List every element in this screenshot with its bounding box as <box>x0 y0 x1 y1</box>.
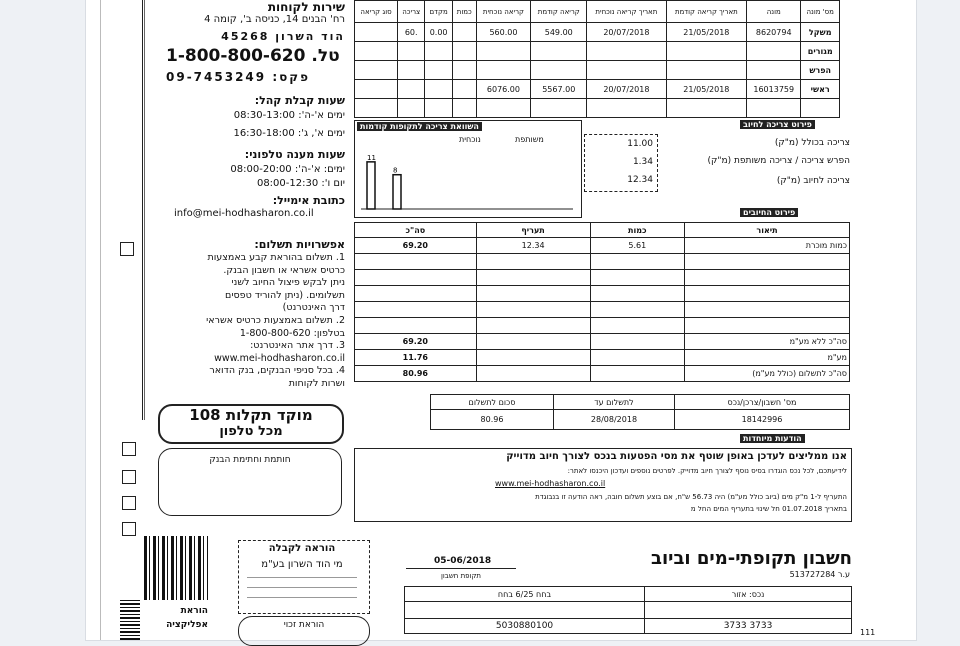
meters-cell: 60. <box>398 23 425 42</box>
charges-cell-total <box>355 302 477 318</box>
meters-cell <box>747 42 801 61</box>
charges-row <box>355 350 850 366</box>
payment-option-line: ניתן לבקש פיצול החיוב לשני <box>231 277 345 289</box>
meters-cell <box>355 80 398 99</box>
meters-header-cell: מקדם <box>425 1 453 23</box>
notice-website[interactable]: www.mei-hodhasharon.co.il <box>495 479 606 488</box>
charges-header-cell: תיאור <box>685 223 850 238</box>
meter-tag <box>801 99 840 118</box>
charges-cell-desc: סה"כ ללא מע"מ <box>685 334 850 350</box>
service-address: רח' הבנים 14, כניסה ב', קומה 4 <box>204 14 345 25</box>
consumption-value-1: 11.00 <box>627 139 653 149</box>
meters-cell: 20/07/2018 <box>587 80 666 99</box>
meters-row <box>355 61 840 80</box>
charges-header-cell: סה"כ <box>355 223 477 238</box>
meters-cell <box>747 99 801 118</box>
scanned-bill <box>100 0 910 640</box>
payment-option-line: דרך האינטרנט) <box>282 302 345 314</box>
charges-cell-rate <box>476 366 590 382</box>
consumption-section-label: פירוט צריכה לחיוב <box>740 120 815 129</box>
charges-cell-total: 80.96 <box>355 366 477 382</box>
special-messages-label: הודעות מיוחדות <box>740 434 805 443</box>
charges-cell-rate <box>476 286 590 302</box>
meters-cell <box>747 61 801 80</box>
charges-cell-qty <box>590 286 684 302</box>
meters-cell <box>355 42 398 61</box>
payment-option-line: כרטיס אשראי או חשבון הבנק. <box>223 264 345 276</box>
meters-cell <box>425 80 453 99</box>
consumption-chart-box <box>354 120 582 218</box>
meters-cell: 20/07/2018 <box>587 23 666 42</box>
meters-cell: 16013759 <box>747 80 801 99</box>
charges-cell-rate <box>476 334 590 350</box>
consumption-value-2: 1.34 <box>632 157 653 167</box>
meters-cell <box>452 23 476 42</box>
payment-heading: אפשרויות תשלום: <box>254 238 345 251</box>
notice-line-1: אנו ממליצים לעדכן באופן שוטף את מסי הפטעות בנכס לצורך חיוב מדוייק <box>506 451 847 462</box>
form-mark-box <box>120 242 134 256</box>
meters-cell <box>355 23 398 42</box>
chart-legend-title: השוואת צריכה לתקופות קודמות <box>357 122 482 131</box>
consumption-label-3: צריכה לחיוב (מ"ק) <box>776 176 850 186</box>
chart-legend-current: נוכחית <box>459 135 481 144</box>
charges-cell-qty <box>590 318 684 334</box>
summary-date-header: לתשלום עד <box>554 395 675 410</box>
meters-header-cell: מס' מונה <box>801 1 840 23</box>
charges-cell-total <box>355 254 477 270</box>
charges-cell-desc <box>685 286 850 302</box>
charges-cell-qty: 5.61 <box>590 238 684 254</box>
bottom-account-table <box>404 586 852 634</box>
instruction-label-1: הוראת <box>180 606 208 616</box>
charges-header-cell: תעריף <box>476 223 590 238</box>
charges-row <box>355 318 850 334</box>
charges-cell-desc <box>685 254 850 270</box>
reception-line-1: ימים א'-ה': 08:30-13:00 <box>233 110 345 121</box>
payment-option-line: תשלומים. (ניתן להוריד טפסים <box>225 289 345 301</box>
charges-row <box>355 334 850 350</box>
meters-cell <box>587 61 666 80</box>
meters-row <box>355 42 840 61</box>
charges-table <box>354 222 850 382</box>
summary-amount-header: סכום לתשלום <box>431 395 554 410</box>
checkbox-4[interactable] <box>122 522 136 536</box>
charges-cell-desc <box>685 270 850 286</box>
meters-cell: 549.00 <box>531 23 587 42</box>
bank-stamp-box <box>158 448 342 516</box>
meter-tag: הפרש <box>801 61 840 80</box>
phone-hours-2: יום ו': 08:00-12:30 <box>256 178 345 189</box>
charges-cell-desc <box>685 318 850 334</box>
charges-cell-total: 69.20 <box>355 334 477 350</box>
meters-cell <box>398 80 425 99</box>
meters-row <box>355 80 840 99</box>
meters-cell <box>666 61 747 80</box>
meters-cell: 5567.00 <box>531 80 587 99</box>
period-label: תקופת חשבון <box>440 572 482 580</box>
payment-option-line: 1. תשלום בהוראת קבע באמצעות <box>207 252 345 263</box>
charges-cell-qty <box>590 302 684 318</box>
meters-cell <box>425 42 453 61</box>
summary-amount: 80.96 <box>431 410 554 430</box>
fold-line-2 <box>144 0 145 420</box>
qr-code <box>144 536 208 600</box>
meters-cell <box>452 80 476 99</box>
notice-line-4: התעריף ל-1 מ"ק מים (ביוב כולל מע"מ) היה 56.73 ש"ח, אם בוצע תשלום חובה, ראה הודעה זו בנבוגדת <box>535 493 847 501</box>
meters-cell: 0.00 <box>425 23 453 42</box>
meters-header-cell: כמות <box>452 1 476 23</box>
chart-bar <box>393 175 401 209</box>
charges-row <box>355 366 850 382</box>
payment-option-line: 4. בכל סניפי הבנקים, בנק הדואר <box>209 365 345 377</box>
charges-cell-qty <box>590 334 684 350</box>
charges-row <box>355 254 850 270</box>
meters-header-cell: צריכה <box>398 1 425 23</box>
consumption-values <box>584 134 658 192</box>
charges-section-label: פירוט החיובים <box>740 208 798 217</box>
meters-cell <box>425 61 453 80</box>
meters-cell: 21/05/2018 <box>666 23 747 42</box>
meters-header-cell: תאריך קריאה קודמת <box>666 1 747 23</box>
consumption-chart <box>357 145 577 215</box>
charges-cell-total <box>355 286 477 302</box>
payment-option-line: www.mei-hodhasharon.co.il <box>214 352 345 364</box>
charges-cell-qty <box>590 350 684 366</box>
issue-date-underline <box>406 568 516 569</box>
meters-cell <box>398 42 425 61</box>
meters-cell <box>425 99 453 118</box>
summary-account-header: מס' חשבון/צרכן/נכס <box>674 395 849 410</box>
checkbox-1[interactable] <box>122 442 136 456</box>
notice-line-2: לידיעתכם, לכל נכס הוגדרו בסיס נוסף לצורך חיוב מדוייק. לפרטים נוספים ועדכון היכנסו לאתר: <box>567 467 847 475</box>
meters-row <box>355 99 840 118</box>
phone-hours-1: ימים: א'-ה': 08:00-20:00 <box>230 164 345 175</box>
charges-row <box>355 270 850 286</box>
meters-cell <box>398 99 425 118</box>
charges-cell-total <box>355 270 477 286</box>
consumption-value-3: 12.34 <box>627 175 653 185</box>
area-label: נכס: אזור <box>645 587 852 602</box>
instruction-label-2: אפליקציה <box>166 620 208 630</box>
phone-hours-heading: שעות מענה טלפוני: <box>244 148 345 161</box>
charges-cell-total: 69.20 <box>355 238 477 254</box>
payment-summary-table <box>430 394 850 430</box>
charges-row <box>355 302 850 318</box>
account-left: 5030880100 <box>405 619 645 634</box>
barcode <box>120 600 140 640</box>
chart-bar <box>367 162 375 209</box>
bill-subtitle: ע.ר 513727284 <box>789 570 850 579</box>
summary-date: 28/08/2018 <box>554 410 675 430</box>
meters-cell: 21/05/2018 <box>666 80 747 99</box>
meter-tag: מגורים <box>801 42 840 61</box>
meters-cell: 6076.00 <box>476 80 531 99</box>
charges-cell-desc: סה"כ לתשלום (כולל מע"מ) <box>685 366 850 382</box>
notice-box <box>354 448 852 522</box>
meters-table <box>354 0 840 118</box>
meters-cell <box>476 99 531 118</box>
charges-cell-rate <box>476 254 590 270</box>
meters-cell: 8620794 <box>747 23 801 42</box>
issue-date: 05-06/2018 <box>434 556 492 566</box>
reception-heading: שעות קבלת קהל: <box>254 94 345 107</box>
bank-stamp-label: חותמת וחתימת הבנק <box>209 455 291 465</box>
scan-edge <box>100 0 101 640</box>
consumption-label-2: הפרש צריכה / צריכה משותפת (מ"ק) <box>707 156 850 166</box>
billing-label: בחח 6/25 בחח <box>405 587 645 602</box>
page-number: 111 <box>860 628 876 637</box>
credit-instruction-label: הוראת זכוי <box>283 620 325 630</box>
checkbox-3[interactable] <box>122 496 136 510</box>
meters-cell <box>476 61 531 80</box>
service-phone: טל. 1-800-800-620 <box>166 46 340 66</box>
company-name: מי הוד השרון בע"מ <box>261 559 343 570</box>
charges-cell-rate: 12.34 <box>476 238 590 254</box>
meter-tag: משקל <box>801 23 840 42</box>
meters-header-cell: סוג קריאה <box>355 1 398 23</box>
meters-header-cell: קריאה קודמת <box>531 1 587 23</box>
consumption-label-1: צריכה בכולל (מ"ק) <box>774 138 850 148</box>
meters-cell <box>355 99 398 118</box>
meters-cell <box>452 42 476 61</box>
chart-legend-shared: משותפת <box>515 135 544 144</box>
charges-cell-rate <box>476 270 590 286</box>
charges-cell-desc <box>685 302 850 318</box>
meters-cell <box>452 61 476 80</box>
meters-header-cell: קריאה נוכחית <box>476 1 531 23</box>
meters-cell <box>531 99 587 118</box>
charges-header-cell: כמות <box>590 223 684 238</box>
notice-line-5: בתאריך 01.07.2018 חל שינוי בתעריף המים החל מ <box>690 505 847 513</box>
meters-cell: 560.00 <box>476 23 531 42</box>
email-address: info@mei-hodhasharon.co.il <box>174 208 314 219</box>
payment-stamp-label: הוראה לקבלה <box>268 543 336 554</box>
meters-cell <box>398 61 425 80</box>
payment-option-line: 3. דרך אתר האינטרנט: <box>250 340 345 352</box>
meters-cell <box>476 42 531 61</box>
hotline-sub: מכל טלפון <box>219 424 283 439</box>
meters-header-cell: מונה <box>747 1 801 23</box>
summary-account: 18142996 <box>674 410 849 430</box>
company-stamp <box>238 540 370 614</box>
fold-line <box>142 0 143 420</box>
charges-cell-total <box>355 318 477 334</box>
bill-title: חשבון תקופתי-מים וביוב <box>651 548 852 569</box>
charges-cell-rate <box>476 302 590 318</box>
meters-cell <box>666 99 747 118</box>
meters-cell <box>587 42 666 61</box>
reception-line-2: ימים א', ג': 16:30-18:00 <box>233 128 345 139</box>
meters-cell <box>355 61 398 80</box>
meters-cell <box>666 42 747 61</box>
meters-row <box>355 23 840 42</box>
charges-cell-rate <box>476 318 590 334</box>
account-right: 3733 3733 <box>645 619 852 634</box>
service-city: הוד השרון 45268 <box>221 30 345 43</box>
email-heading: כתובת אימייל: <box>272 194 345 207</box>
payment-option-line: ושרות לקוחות <box>288 377 345 389</box>
charges-cell-desc: מע"מ <box>685 350 850 366</box>
charges-cell-rate <box>476 350 590 366</box>
payment-option-line: בטלפון: 1-800-800-620 <box>239 327 345 339</box>
checkbox-2[interactable] <box>122 470 136 484</box>
credit-instruction-box <box>238 616 370 646</box>
hotline-number: מוקד תקלות 108 <box>189 406 313 424</box>
service-title: שירות לקוחות <box>267 0 345 14</box>
charges-cell-qty <box>590 270 684 286</box>
payment-options-list <box>160 252 345 391</box>
meters-header-cell: תאריך קריאה נוכחית <box>587 1 666 23</box>
meters-cell <box>587 99 666 118</box>
charges-row <box>355 238 850 254</box>
meters-cell <box>531 42 587 61</box>
charges-cell-qty <box>590 366 684 382</box>
meters-cell <box>452 99 476 118</box>
hotline-box <box>158 404 344 444</box>
charges-cell-desc: כמות מוכרת <box>685 238 850 254</box>
chart-bar-label: 8 <box>393 166 398 175</box>
service-fax: פקס: 09-7453249 <box>166 70 311 84</box>
charges-cell-total: 11.76 <box>355 350 477 366</box>
payment-option-line: 2. תשלום באמצעות כרטיס אשראי <box>206 314 345 326</box>
meter-tag: ראשי <box>801 80 840 99</box>
charges-cell-qty <box>590 254 684 270</box>
charges-row <box>355 286 850 302</box>
meters-cell <box>531 61 587 80</box>
chart-bar-label: 11 <box>367 153 376 162</box>
